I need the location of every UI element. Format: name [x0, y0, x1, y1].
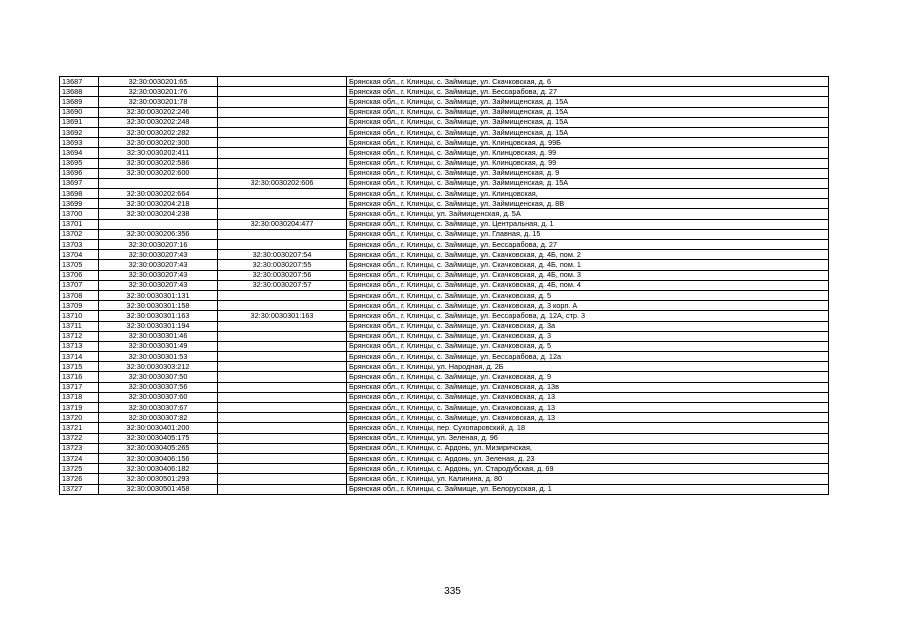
cadastral-number-cell: 32:30:0030301:194: [99, 321, 218, 331]
address-cell: Брянская обл., г. Клинцы, с. Займище, ул. Скачковская, д. 6: [347, 77, 829, 87]
previous-cadastral-number-cell: [218, 372, 347, 382]
cadastral-number-cell: 32:30:0030201:76: [99, 87, 218, 97]
previous-cadastral-number-cell: [218, 423, 347, 433]
cadastral-number-cell: [99, 219, 218, 229]
row-number-cell: 13696: [60, 168, 99, 178]
row-number-cell: 13698: [60, 189, 99, 199]
row-number-cell: 13724: [60, 453, 99, 463]
table-row: [60, 260, 829, 270]
address-cell: Брянская обл., г. Клинцы, с. Займище, ул. Скачковская, д. 5: [347, 290, 829, 300]
cadastral-number-cell: 32:30:0030201:65: [99, 77, 218, 87]
row-number-cell: 13716: [60, 372, 99, 382]
table-row: [60, 209, 829, 219]
row-number-cell: 13720: [60, 413, 99, 423]
address-cell: Брянская обл., г. Клинцы, с. Займище, ул. Бессарабова, д. 12а: [347, 352, 829, 362]
cadastral-number-cell: 32:30:0030202:248: [99, 117, 218, 127]
cadastral-number-cell: 32:30:0030303:212: [99, 362, 218, 372]
table-row: [60, 158, 829, 168]
table-row: [60, 178, 829, 188]
previous-cadastral-number-cell: [218, 392, 347, 402]
previous-cadastral-number-cell: [218, 362, 347, 372]
page-number: 335: [444, 586, 461, 597]
previous-cadastral-number-cell: [218, 290, 347, 300]
cadastral-number-cell: 32:30:0030301:46: [99, 331, 218, 341]
row-number-cell: 13707: [60, 280, 99, 290]
row-number-cell: 13700: [60, 209, 99, 219]
row-number-cell: 13706: [60, 270, 99, 280]
address-cell: Брянская обл., г. Клинцы, с. Займище, ул. Скачковская, д. 4Б, пом. 1: [347, 260, 829, 270]
table-row: [60, 280, 829, 290]
address-cell: Брянская обл., г. Клинцы, с. Ардонь, ул. Зеленая, д. 23: [347, 453, 829, 463]
table-row: [60, 413, 829, 423]
cadastral-number-cell: 32:30:0030202:586: [99, 158, 218, 168]
previous-cadastral-number-cell: [218, 413, 347, 423]
cadastral-number-cell: 32:30:0030301:53: [99, 352, 218, 362]
cadastral-number-cell: 32:30:0030401:200: [99, 423, 218, 433]
address-cell: Брянская обл., г. Клинцы, с. Займище, ул. Скачковская, д. 3 корп. А: [347, 301, 829, 311]
previous-cadastral-number-cell: 32:30:0030207:56: [218, 270, 347, 280]
row-number-cell: 13697: [60, 178, 99, 188]
row-number-cell: 13691: [60, 117, 99, 127]
address-cell: Брянская обл., г. Клинцы, с. Займище, ул. Займищенская, д. 9: [347, 168, 829, 178]
previous-cadastral-number-cell: 32:30:0030207:57: [218, 280, 347, 290]
address-cell: Брянская обл., г. Клинцы, с. Займище, ул. Клинцовская,: [347, 189, 829, 199]
row-number-cell: 13727: [60, 484, 99, 494]
address-cell: Брянская обл., г. Клинцы, пер. Сухопаровский, д. 18: [347, 423, 829, 433]
cadastral-number-cell: 32:30:0030207:43: [99, 270, 218, 280]
table-row: [60, 423, 829, 433]
address-cell: Брянская обл., г. Клинцы, с. Займище, ул. Белорусская, д. 1: [347, 484, 829, 494]
address-cell: Брянская обл., г. Клинцы, ул. Займищенская, д. 5А: [347, 209, 829, 219]
address-cell: Брянская обл., г. Клинцы, с. Займище, ул. Займищенская, д. 15А: [347, 107, 829, 117]
cadastral-number-cell: 32:30:0030207:43: [99, 260, 218, 270]
previous-cadastral-number-cell: 32:30:0030207:55: [218, 260, 347, 270]
row-number-cell: 13704: [60, 250, 99, 260]
address-cell: Брянская обл., г. Клинцы, с. Ардонь, ул. Стародубская, д. 69: [347, 464, 829, 474]
row-number-cell: 13699: [60, 199, 99, 209]
address-cell: Брянская обл., г. Клинцы, с. Займище, ул. Скачковская, д. 4Б, пом. 3: [347, 270, 829, 280]
address-cell: Брянская обл., г. Клинцы, с. Займище, ул. Скачковская, д. 13: [347, 403, 829, 413]
cadastral-number-cell: [99, 178, 218, 188]
address-cell: Брянская обл., г. Клинцы, с. Займище, ул. Займищенская, д. 15А: [347, 117, 829, 127]
table-row: [60, 382, 829, 392]
cadastral-number-cell: 32:30:0030405:265: [99, 443, 218, 453]
cadastral-number-cell: 32:30:0030204:218: [99, 199, 218, 209]
previous-cadastral-number-cell: [218, 382, 347, 392]
previous-cadastral-number-cell: [218, 209, 347, 219]
table-row: [60, 474, 829, 484]
table-row: [60, 127, 829, 137]
previous-cadastral-number-cell: [218, 321, 347, 331]
row-number-cell: 13719: [60, 403, 99, 413]
address-cell: Брянская обл., г. Клинцы, с. Займище, ул. Клинцовская, д. 99: [347, 158, 829, 168]
row-number-cell: 13694: [60, 148, 99, 158]
row-number-cell: 13705: [60, 260, 99, 270]
previous-cadastral-number-cell: [218, 464, 347, 474]
previous-cadastral-number-cell: [218, 168, 347, 178]
row-number-cell: 13702: [60, 229, 99, 239]
address-cell: Брянская обл., г. Клинцы, с. Займище, ул. Скачковская, д. 5: [347, 341, 829, 351]
table-row: [60, 87, 829, 97]
address-cell: Брянская обл., г. Клинцы, с. Займище, ул. Скачковская, д. 13: [347, 413, 829, 423]
table-row: [60, 250, 829, 260]
previous-cadastral-number-cell: [218, 301, 347, 311]
table-row: [60, 372, 829, 382]
cadastral-number-cell: 32:30:0030307:60: [99, 392, 218, 402]
cadastral-number-cell: 32:30:0030207:43: [99, 250, 218, 260]
table-row: [60, 352, 829, 362]
row-number-cell: 13687: [60, 77, 99, 87]
table-row: [60, 219, 829, 229]
row-number-cell: 13725: [60, 464, 99, 474]
previous-cadastral-number-cell: [218, 484, 347, 494]
row-number-cell: 13701: [60, 219, 99, 229]
table-row: [60, 229, 829, 239]
row-number-cell: 13726: [60, 474, 99, 484]
table-row: [60, 148, 829, 158]
address-cell: Брянская обл., г. Клинцы, с. Займище, ул. Бессарабова, д. 27: [347, 240, 829, 250]
address-cell: Брянская обл., г. Клинцы, ул. Народная, д. 2Б: [347, 362, 829, 372]
previous-cadastral-number-cell: [218, 87, 347, 97]
table-row: [60, 311, 829, 321]
previous-cadastral-number-cell: [218, 199, 347, 209]
address-cell: Брянская обл., г. Клинцы, с. Займище, ул. Центральная, д. 1: [347, 219, 829, 229]
cadastral-number-cell: 32:30:0030307:67: [99, 403, 218, 413]
cadastral-number-cell: 32:30:0030206:356: [99, 229, 218, 239]
table-row: [60, 443, 829, 453]
previous-cadastral-number-cell: [218, 97, 347, 107]
cadastral-number-cell: 32:30:0030406:182: [99, 464, 218, 474]
table-row: [60, 331, 829, 341]
previous-cadastral-number-cell: [218, 148, 347, 158]
cadastral-number-cell: 32:30:0030204:238: [99, 209, 218, 219]
previous-cadastral-number-cell: [218, 240, 347, 250]
table-row: [60, 189, 829, 199]
address-cell: Брянская обл., г. Клинцы, с. Займище, ул. Скачковская, д. 3а: [347, 321, 829, 331]
row-number-cell: 13695: [60, 158, 99, 168]
previous-cadastral-number-cell: [218, 331, 347, 341]
row-number-cell: 13710: [60, 311, 99, 321]
address-cell: Брянская обл., г. Клинцы, ул. Калинина, д. 80: [347, 474, 829, 484]
cadastral-number-cell: 32:30:0030202:411: [99, 148, 218, 158]
table-row: [60, 117, 829, 127]
address-cell: Брянская обл., г. Клинцы, с. Займище, ул. Главная, д. 15: [347, 229, 829, 239]
row-number-cell: 13713: [60, 341, 99, 351]
row-number-cell: 13722: [60, 433, 99, 443]
previous-cadastral-number-cell: [218, 107, 347, 117]
row-number-cell: 13715: [60, 362, 99, 372]
table-row: [60, 403, 829, 413]
cadastral-number-cell: 32:30:0030202:282: [99, 127, 218, 137]
address-cell: Брянская обл., г. Клинцы, с. Займище, ул. Скачковская, д. 4Б, пом. 2: [347, 250, 829, 260]
previous-cadastral-number-cell: 32:30:0030202:606: [218, 178, 347, 188]
table-row: [60, 270, 829, 280]
address-cell: Брянская обл., г. Клинцы, с. Займище, ул. Бессарабова, д. 27: [347, 87, 829, 97]
table-row: [60, 484, 829, 494]
table-row: [60, 240, 829, 250]
address-cell: Брянская обл., г. Клинцы, с. Займище, ул. Клинцовская, д. 99Б: [347, 138, 829, 148]
address-cell: Брянская обл., г. Клинцы, ул. Зеленая, д. 96: [347, 433, 829, 443]
previous-cadastral-number-cell: [218, 158, 347, 168]
previous-cadastral-number-cell: 32:30:0030207:54: [218, 250, 347, 260]
address-cell: Брянская обл., г. Клинцы, с. Займище, ул. Скачковская, д. 13в: [347, 382, 829, 392]
row-number-cell: 13708: [60, 290, 99, 300]
row-number-cell: 13709: [60, 301, 99, 311]
cadastral-number-cell: 32:30:0030501:293: [99, 474, 218, 484]
previous-cadastral-number-cell: [218, 352, 347, 362]
table-row: [60, 199, 829, 209]
table-row: [60, 301, 829, 311]
table-row: [60, 341, 829, 351]
row-number-cell: 13690: [60, 107, 99, 117]
table-row: [60, 168, 829, 178]
cadastral-number-cell: 32:30:0030307:56: [99, 382, 218, 392]
address-cell: Брянская обл., г. Клинцы, с. Займище, ул. Скачковская, д. 3: [347, 331, 829, 341]
cadastral-number-cell: 32:30:0030301:158: [99, 301, 218, 311]
row-number-cell: 13693: [60, 138, 99, 148]
row-number-cell: 13711: [60, 321, 99, 331]
address-cell: Брянская обл., г. Клинцы, с. Займище, ул. Скачковская, д. 4Б, пом. 4: [347, 280, 829, 290]
previous-cadastral-number-cell: [218, 138, 347, 148]
address-cell: Брянская обл., г. Клинцы, с. Займище, ул. Скачковская, д. 13: [347, 392, 829, 402]
registry-table-body: [60, 77, 829, 495]
previous-cadastral-number-cell: [218, 189, 347, 199]
row-number-cell: 13703: [60, 240, 99, 250]
cadastral-number-cell: 32:30:0030202:600: [99, 168, 218, 178]
cadastral-number-cell: 32:30:0030301:49: [99, 341, 218, 351]
previous-cadastral-number-cell: [218, 474, 347, 484]
previous-cadastral-number-cell: [218, 117, 347, 127]
table-row: [60, 433, 829, 443]
table-row: [60, 362, 829, 372]
cadastral-number-cell: 32:30:0030301:163: [99, 311, 218, 321]
cadastral-number-cell: 32:30:0030307:50: [99, 372, 218, 382]
row-number-cell: 13689: [60, 97, 99, 107]
row-number-cell: 13718: [60, 392, 99, 402]
cadastral-number-cell: 32:30:0030207:16: [99, 240, 218, 250]
row-number-cell: 13714: [60, 352, 99, 362]
table-row: [60, 464, 829, 474]
previous-cadastral-number-cell: [218, 341, 347, 351]
address-cell: Брянская обл., г. Клинцы, с. Займище, ул. Займищенская, д. 15А: [347, 178, 829, 188]
table-row: [60, 97, 829, 107]
row-number-cell: 13721: [60, 423, 99, 433]
previous-cadastral-number-cell: [218, 443, 347, 453]
cadastral-number-cell: 32:30:0030201:78: [99, 97, 218, 107]
table-row: [60, 392, 829, 402]
cadastral-number-cell: 32:30:0030202:300: [99, 138, 218, 148]
address-cell: Брянская обл., г. Клинцы, с. Займище, ул. Бессарабова, д. 12А, стр. 3: [347, 311, 829, 321]
previous-cadastral-number-cell: [218, 403, 347, 413]
row-number-cell: 13717: [60, 382, 99, 392]
previous-cadastral-number-cell: [218, 229, 347, 239]
row-number-cell: 13723: [60, 443, 99, 453]
table-row: [60, 290, 829, 300]
row-number-cell: 13712: [60, 331, 99, 341]
cadastral-number-cell: 32:30:0030207:43: [99, 280, 218, 290]
cadastral-number-cell: 32:30:0030202:246: [99, 107, 218, 117]
address-cell: Брянская обл., г. Клинцы, с. Займище, ул. Скачковская, д. 9: [347, 372, 829, 382]
cadastral-number-cell: 32:30:0030501:458: [99, 484, 218, 494]
table-row: [60, 107, 829, 117]
address-cell: Брянская обл., г. Клинцы, с. Займище, ул. Займищенская, д. 15А: [347, 127, 829, 137]
cadastral-number-cell: 32:30:0030406:156: [99, 453, 218, 463]
previous-cadastral-number-cell: [218, 433, 347, 443]
previous-cadastral-number-cell: 32:30:0030301:163: [218, 311, 347, 321]
row-number-cell: 13688: [60, 87, 99, 97]
table-row: [60, 138, 829, 148]
registry-table: [59, 76, 829, 495]
previous-cadastral-number-cell: [218, 77, 347, 87]
address-cell: Брянская обл., г. Клинцы, с. Займище, ул. Займищенская, д. 15А: [347, 97, 829, 107]
previous-cadastral-number-cell: 32:30:0030204:477: [218, 219, 347, 229]
address-cell: Брянская обл., г. Клинцы, с. Ардонь, ул. Мизиричская,: [347, 443, 829, 453]
previous-cadastral-number-cell: [218, 127, 347, 137]
cadastral-number-cell: 32:30:0030405:175: [99, 433, 218, 443]
cadastral-number-cell: 32:30:0030301:131: [99, 290, 218, 300]
table-row: [60, 453, 829, 463]
cadastral-number-cell: 32:30:0030202:664: [99, 189, 218, 199]
row-number-cell: 13692: [60, 127, 99, 137]
address-cell: Брянская обл., г. Клинцы, с. Займище, ул. Клинцовская, д. 99: [347, 148, 829, 158]
table-row: [60, 77, 829, 87]
address-cell: Брянская обл., г. Клинцы, с. Займище, ул. Займищенская, д. 8В: [347, 199, 829, 209]
table-row: [60, 321, 829, 331]
previous-cadastral-number-cell: [218, 453, 347, 463]
cadastral-number-cell: 32:30:0030307:82: [99, 413, 218, 423]
